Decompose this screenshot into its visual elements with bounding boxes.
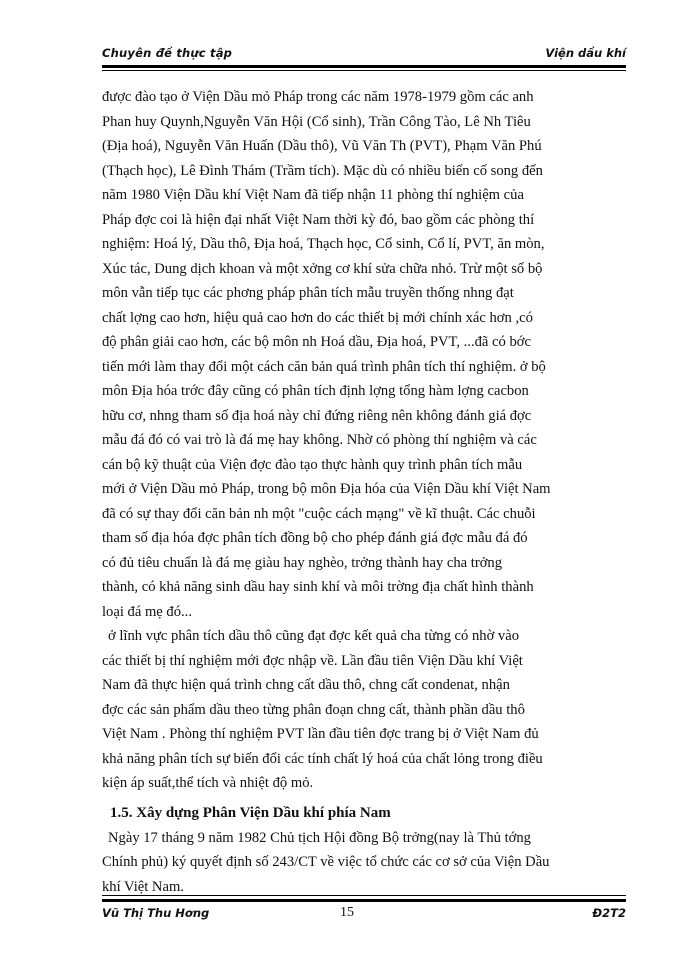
text-line: năm 1980 Viện Dầu khí Việt Nam đã tiếp nhận 11 phòng thí nghiệm của xyxy=(102,187,524,203)
text-line: (Thạch học), Lê Đình Thám (Trầm tích). Mặc dù có nhiều biến cố song đến xyxy=(102,162,543,179)
text-line: khả năng phân tích sự biến đổi các tính chất lý hoá của chất lỏng trong điều xyxy=(102,750,543,767)
section-heading: 1.5. Xây dựng Phân Viện Dầu khí phía Nam xyxy=(110,804,391,821)
text-line: Nam đã thực hiện quá trình chng cất dầu thô, chng cất condenat, nhận xyxy=(102,677,510,693)
header-right-text: Viện dầu khí xyxy=(545,46,626,60)
header-left-text: Chuyên đề thực tập xyxy=(102,46,233,60)
header-rule-thin xyxy=(102,70,626,71)
text-line: có đủ tiêu chuẩn là đá mẹ giàu hay nghèo, trởng thành hay cha trởng xyxy=(102,554,503,571)
text-line: được đào tạo ở Viện Dầu mỏ Pháp trong các năm 1978-1979 gồm các anh xyxy=(102,89,534,105)
text-line: thành, có khả năng sinh dầu hay sinh khí và môi trờng địa chất hình thành xyxy=(102,579,534,595)
text-line: mới ở Viện Dầu mỏ Pháp, trong bộ môn Địa hóa của Viện Dầu khí Việt Nam xyxy=(102,481,551,497)
page-number: 15 xyxy=(340,905,354,920)
text-line: loại đá mẹ đó... xyxy=(102,603,192,620)
page-footer xyxy=(102,906,626,926)
text-line: đã có sự thay đổi căn bản nh một "cuộc cách mạng" về kĩ thuật. Các chuỗi xyxy=(102,505,536,522)
text-line: Ngày 17 tháng 9 năm 1982 Chủ tịch Hội đồng Bộ trởng(nay là Thủ tớng xyxy=(108,829,531,846)
text-line: Xúc tác, Dung dịch khoan và một xởng cơ khí sửa chữa nhỏ. Trừ một số bộ xyxy=(102,260,543,277)
text-line: đợc các sản phẩm dầu theo từng phân đoạn chng cất, thành phần dầu thô xyxy=(102,701,525,718)
paragraph-2 xyxy=(102,624,626,796)
page-content xyxy=(102,85,626,899)
header-rule-thick xyxy=(102,65,626,68)
text-line: nghiệm: Hoá lý, Dầu thô, Địa hoá, Thạch học, Cổ sinh, Cổ lí, PVT, ăn mòn, xyxy=(102,236,545,252)
text-line: môn vẫn tiếp tục các phơng pháp phân tích mẫu truyền thống nhng đạt xyxy=(102,285,514,301)
text-line: Phan huy Quynh,Nguyễn Văn Hội (Cổ sinh), Trần Công Tào, Lê Nh Tiêu xyxy=(102,113,531,130)
text-line: (Địa hoá), Nguyễn Văn Huấn (Dầu thô), Vũ Văn Th (PVT), Phạm Văn Phú xyxy=(102,138,542,154)
text-line: chất lợng cao hơn, hiệu quả cao hơn do các thiết bị mới chính xác hơn ,có xyxy=(102,309,533,326)
page-header xyxy=(102,44,626,64)
text-line: các thiết bị thí nghiệm mới đợc nhập về. Lần đầu tiên Viện Dầu khí Việt xyxy=(102,652,523,669)
text-line: mẫu đá đó có vai trò là đá mẹ hay không. Nhờ có phòng thí nghiệm và các xyxy=(102,432,537,448)
text-line: khí Việt Nam. xyxy=(102,878,184,895)
paragraph-3 xyxy=(102,826,626,900)
text-line: tham số địa hóa đợc phân tích đồng bộ cho phép đánh giá đợc mẫu đá đó xyxy=(102,530,528,546)
text-line: tiến mới làm thay đổi một cách căn bản quá trình phân tích thí nghiệm. ở bộ xyxy=(102,358,546,375)
text-line: môn Địa hóa trớc đây cũng có phân tích định lợng tổng hàm lợng cacbon xyxy=(102,383,529,399)
text-line: kiện áp suất,thể tích và nhiệt độ mỏ. xyxy=(102,775,314,791)
footer-rule-thick xyxy=(102,899,626,902)
footer-right-text: Đ2T2 xyxy=(592,906,626,920)
text-line: hữu cơ, nhng tham số địa hoá này chỉ đứng riêng nên không đánh giá đợc xyxy=(102,407,532,424)
text-line: Chính phủ) ký quyết định số 243/CT về việc tổ chức các cơ sở của Viện Dầu xyxy=(102,854,550,870)
text-line: Việt Nam . Phòng thí nghiệm PVT lần đầu tiên đợc trang bị ở Việt Nam đủ xyxy=(102,726,539,742)
paragraph-1 xyxy=(102,85,626,624)
footer-author: Vũ Thị Thu Hơng xyxy=(102,906,210,920)
footer-rule-thin xyxy=(102,895,626,896)
text-line: cán bộ kỹ thuật của Viện đợc đào tạo thực hành quy trình phân tích mẫu xyxy=(102,456,523,473)
text-line: ở lĩnh vực phân tích dầu thô cũng đạt đợc kết quả cha từng có nhờ vào xyxy=(108,628,520,644)
text-line: độ phân giải cao hơn, các bộ môn nh Hoá dầu, Địa hoá, PVT, ...đã có bớc xyxy=(102,334,531,350)
text-line: Pháp đợc coi là hiện đại nhất Việt Nam thời kỳ đó, bao gồm các phòng thí xyxy=(102,211,535,228)
